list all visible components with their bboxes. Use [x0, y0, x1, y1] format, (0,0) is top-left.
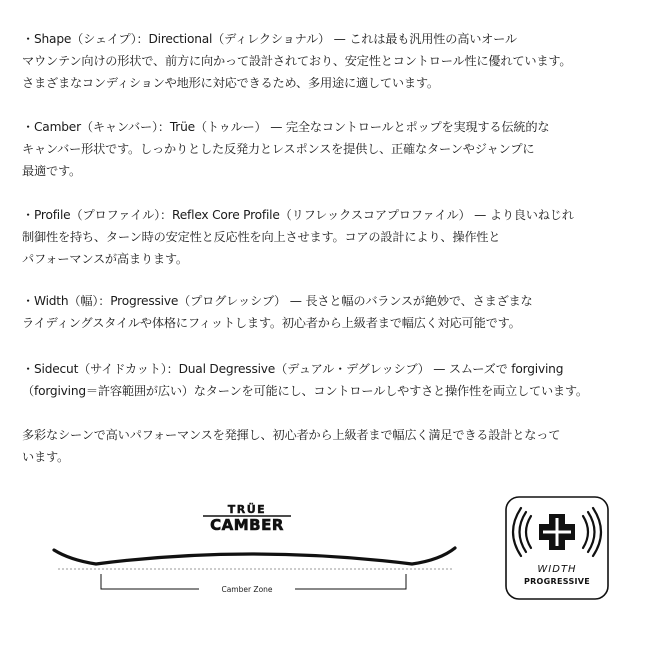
profile-line-3: パフォーマンスが高まります。: [22, 252, 188, 266]
profile-paragraph: [22, 204, 637, 270]
camber-line-2: キャンバー形状です。しっかりとした反発力とレスポンスを提供し、正確なターンやジャンプに: [22, 142, 535, 156]
shape-line-3: さまざまなコンディションや地形に対応できるため、多用途に適しています。: [22, 76, 439, 90]
width-line-2: ライディングスタイルや体格にフィットします。初心者から上級者まで幅広く対応可能です。: [22, 316, 521, 330]
camber-paragraph: [22, 116, 637, 182]
badge-progressive-text: PROGRESSIVE: [523, 577, 591, 586]
width-progressive-badge: [505, 496, 609, 600]
camber-zone-label: Camber Zone: [221, 585, 273, 594]
logo-top-text: TRÜE: [227, 503, 267, 516]
width-line-1: ・Width（幅）：Progressive（プログレッシブ） — 長さと幅のバランスが絶妙で、さまざまな: [22, 294, 533, 308]
width-paragraph: [22, 290, 637, 334]
summary-line-2: います。: [22, 450, 69, 464]
camber-line-3: 最適です。: [22, 164, 81, 178]
profile-line-2: 制御性を持ち、ターン時の安定性と反応性を向上させます。コアの設計により、操作性と: [22, 230, 501, 244]
true-camber-logo: [203, 502, 291, 534]
camber-line-1: ・Camber（キャンバー）：Trüe（トゥルー） — 完全なコントロールとポップを実現する伝統的な: [22, 120, 550, 134]
badge-width-text: WIDTH: [537, 564, 577, 575]
board-profile: [54, 548, 455, 564]
shape-paragraph: [22, 28, 637, 94]
sidecut-line-1: ・Sidecut（サイドカット）：Dual Degressive（デュアル・デグレッシブ） — スムーズで forgiving: [22, 362, 564, 376]
summary-paragraph: [22, 424, 637, 468]
sidecut-paragraph: [22, 358, 637, 402]
shape-line-2: マウンテン向けの形状で、前方に向かって設計されており、安定性とコントロール性に優れています。: [22, 54, 572, 68]
logo-bottom-text: CAMBER: [210, 516, 284, 534]
profile-line-1: ・Profile（プロファイル）：Reflex Core Profile（リフレックスコアプロファイル） — より良いねじれ: [22, 208, 574, 222]
sidecut-line-2: （forgiving＝許容範囲が広い）なターンを可能にし、コントロールしやすさと操作性を両立しています。: [22, 384, 588, 398]
shape-line-1: ・Shape（シェイプ）：Directional（ディレクショナル） — これは最も汎用性の高いオール: [22, 32, 517, 46]
summary-line-1: 多彩なシーンで高いパフォーマンスを発揮し、初心者から上級者まで幅広く満足できる設計となって: [22, 428, 561, 442]
